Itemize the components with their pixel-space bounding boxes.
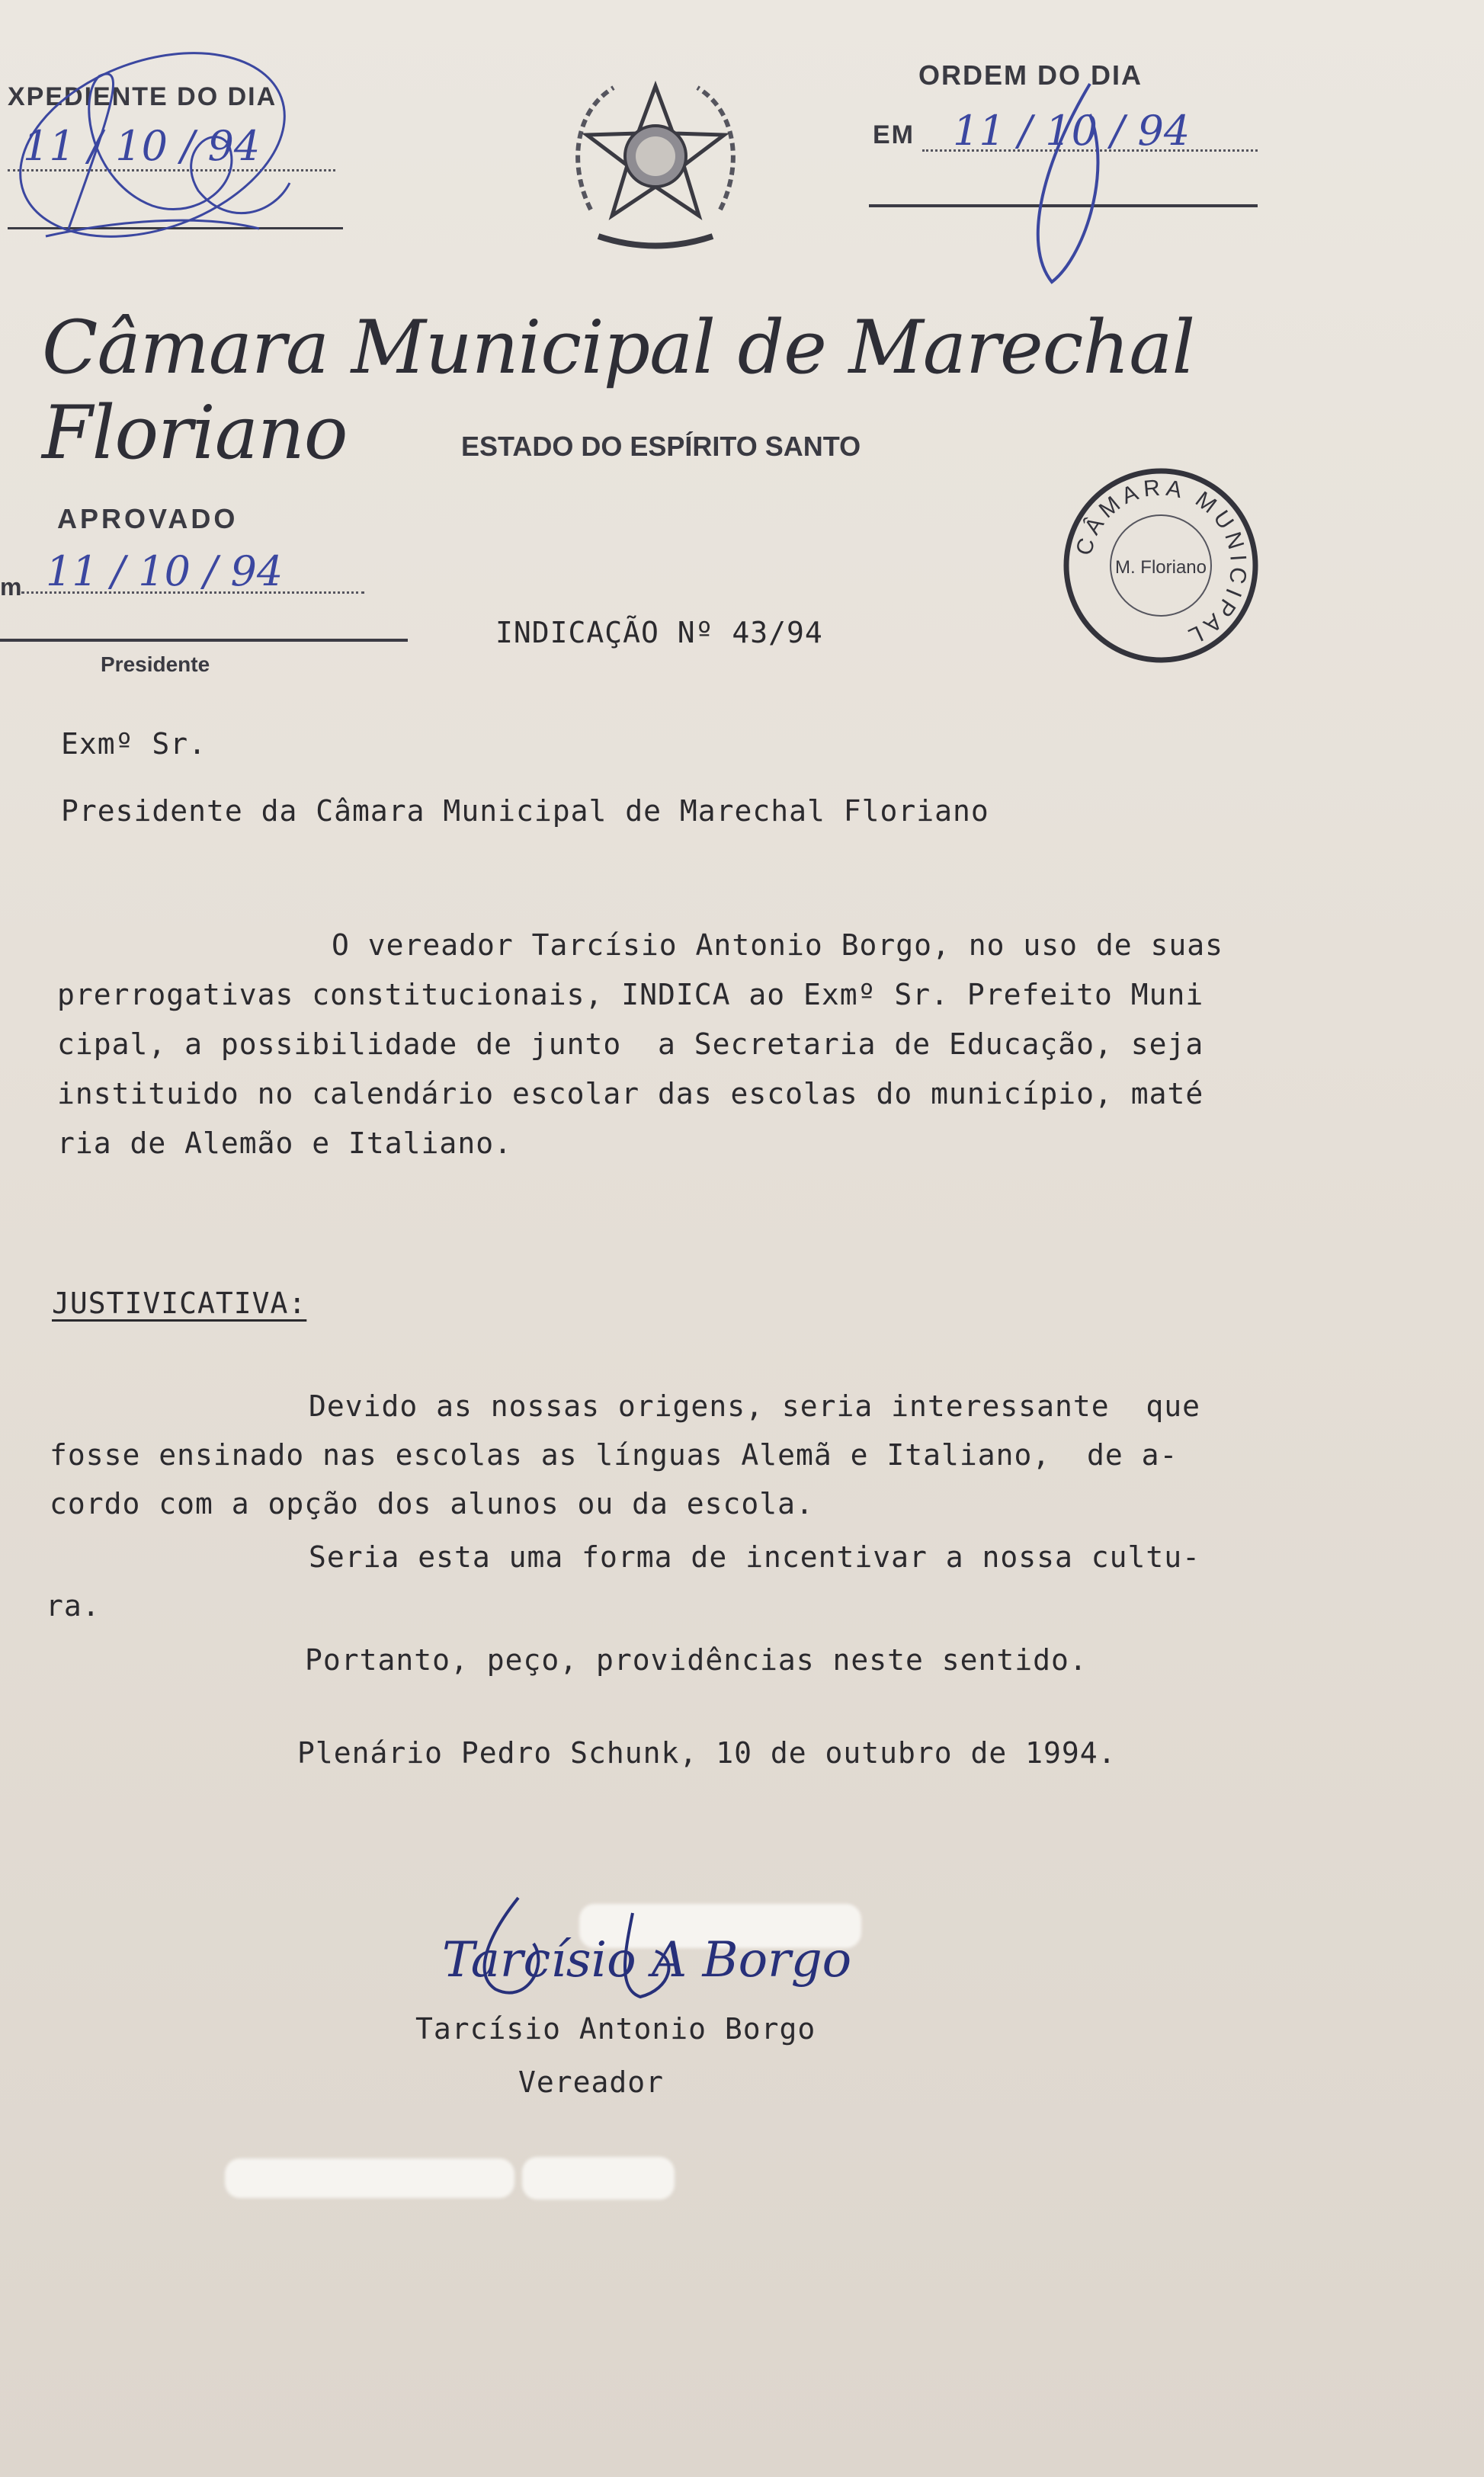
presidente-signature-line <box>0 639 408 642</box>
ordem-stamp-label: ORDEM DO DIA <box>918 59 1143 91</box>
justification-line: ra. <box>46 1589 101 1623</box>
signature-flourish-icon <box>427 1883 854 2020</box>
bottom-whiteout <box>225 2158 514 2198</box>
expediente-handwritten-signature-icon <box>0 30 351 305</box>
justification-line: Portanto, peço, providências neste sentido. <box>305 1643 1088 1677</box>
justification-line: cordo com a opção dos alunos ou da escola. <box>50 1487 814 1520</box>
body-line: prerrogativas constitucionais, INDICA ao Exmº Sr. Prefeito Muni <box>57 978 1204 1011</box>
aprovado-stamp-label: APROVADO <box>57 503 239 534</box>
salutation: Exmº Sr. <box>61 727 207 761</box>
aprovado-stamp-em-label: m <box>0 573 24 601</box>
body-line: O vereador Tarcísio Antonio Borgo, no uso de suas <box>332 928 1224 962</box>
handwritten-signature: Tarcísio A Borgo <box>442 1932 852 1988</box>
expediente-stamp-label: XPEDIENTE DO DIA <box>8 82 277 111</box>
bottom-whiteout <box>522 2157 675 2200</box>
addressee: Presidente da Câmara Municipal de Marechal Floriano <box>61 794 989 828</box>
state-subtitle: ESTADO DO ESPÍRITO SANTO <box>461 431 861 462</box>
chamber-title: Câmara Municipal de Marechal Floriano <box>42 305 1195 476</box>
round-stamp-ring-text: CÂMARA MUNICIPAL <box>1071 475 1252 651</box>
place-date: Plenário Pedro Schunk, 10 de outubro de 1994. <box>297 1736 1117 1770</box>
body-line: instituido no calendário escolar das escolas do município, maté <box>57 1077 1204 1110</box>
state-coat-of-arms-icon <box>568 72 743 259</box>
expediente-stamp-date: 11 / 10 / 94 <box>23 122 261 170</box>
camara-round-stamp-icon <box>1062 466 1260 665</box>
justification-line: Devido as nossas origens, seria interessante que <box>309 1389 1201 1423</box>
signatory-name: Tarcísio Antonio Borgo <box>415 2012 816 2046</box>
indicacao-number: INDICAÇÃO Nº 43/94 <box>495 616 823 649</box>
justification-line: Seria esta uma forma de incentivar a nossa cultu- <box>309 1540 1201 1574</box>
aprovado-stamp-date: 11 / 10 / 94 <box>46 547 284 595</box>
aprovado-date-line <box>21 591 364 594</box>
signatory-role: Vereador <box>518 2065 665 2099</box>
body-line: ria de Alemão e Italiano. <box>57 1126 512 1160</box>
justification-line: fosse ensinado nas escolas as línguas Alemã e Italiano, de a- <box>50 1438 1178 1472</box>
body-line: cipal, a possibilidade de junto a Secretaria de Educação, seja <box>57 1027 1204 1061</box>
ordem-handwritten-mark-icon <box>998 69 1151 297</box>
presidente-label: Presidente <box>101 652 210 676</box>
justification-heading: JUSTIVICATIVA: <box>52 1287 307 1320</box>
round-stamp-center-text: M. Floriano <box>1114 557 1207 578</box>
ordem-stamp-date: 11 / 10 / 94 <box>953 107 1191 155</box>
ordem-stamp-em-label: EM <box>873 120 915 149</box>
